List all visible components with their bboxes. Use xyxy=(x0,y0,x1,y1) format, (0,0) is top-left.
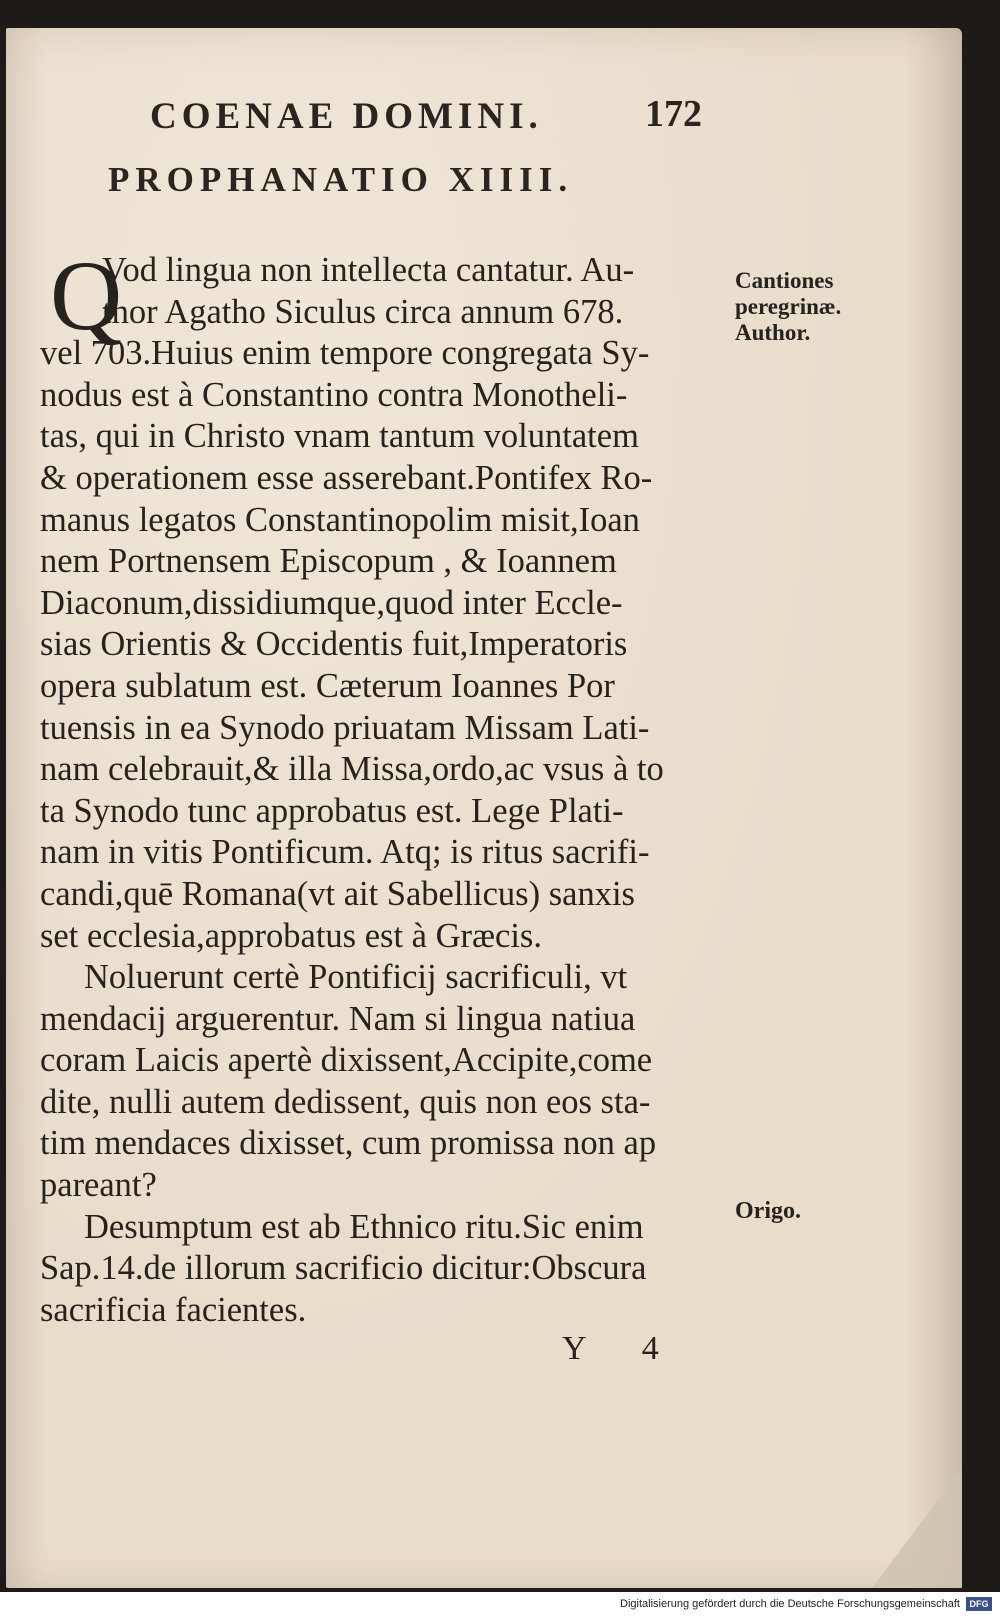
funding-credit: Digitalisierung gefördert durch die Deutsche Forschungsgemeinschaft xyxy=(620,1598,960,1610)
text-line: nam celebrauit,& illa Missa,ordo,ac vsus à to xyxy=(40,750,664,789)
text-line: Sap.14.de illorum sacrificio dicitur:Obscura xyxy=(40,1249,647,1288)
text-line: Vod lingua non intellecta cantatur. Au- xyxy=(102,251,635,289)
margin-note-cantiones xyxy=(735,268,841,346)
text-line: pareant? xyxy=(40,1166,157,1205)
text-line: nodus est à Constantino contra Monotheli- xyxy=(40,375,628,414)
margin-note-line: Author. xyxy=(735,320,811,345)
main-text xyxy=(40,240,730,1331)
text-line: candi,quē Romana(vt ait Sabellicus) sanxis xyxy=(40,874,635,913)
text-line: nem Portnensem Episcopum , & Ioannem xyxy=(40,542,617,581)
signature-mark: Y 4 xyxy=(562,1330,683,1367)
chapter-heading: PROPHANATIO XIIII. xyxy=(108,160,574,199)
drop-cap: Q xyxy=(50,240,123,351)
margin-note-line: Cantiones xyxy=(735,268,834,293)
text-line: Desumptum est ab Ethnico ritu.Sic enim xyxy=(84,1207,644,1246)
text-line: vel 703.Huius enim tempore congregata Sy- xyxy=(40,334,650,373)
page-number: 172 xyxy=(645,93,702,135)
text-line: tas, qui in Christo vnam tantum voluntatem xyxy=(40,417,639,456)
text-line: dite, nulli autem dedissent, quis non eos sta- xyxy=(40,1082,651,1121)
text-line: tuensis in ea Synodo priuatam Missam Lati- xyxy=(40,708,650,747)
text-line: thor Agatho Siculus circa annum 678. xyxy=(102,292,624,331)
text-line: sacrificia facientes. xyxy=(40,1290,307,1329)
margin-note-origo: Origo. xyxy=(735,1198,801,1224)
text-line: & operationem esse asserebant.Pontifex Ro- xyxy=(40,458,653,497)
running-title: COENAE DOMINI. xyxy=(150,96,543,137)
text-line: mendacij arguerentur. Nam si lingua natiua xyxy=(40,999,636,1038)
text-line: opera sublatum est. Cæterum Ioannes Por xyxy=(40,666,615,705)
text-line: ta Synodo tunc approbatus est. Lege Plati- xyxy=(40,791,624,830)
margin-note-line: peregrinæ. xyxy=(735,294,842,319)
text-line: coram Laicis apertè dixissent,Accipite,come xyxy=(40,1041,653,1080)
text-line: nam in vitis Pontificum. Atq; is ritus sacrifi- xyxy=(40,833,650,872)
text-line: manus legatos Constantinopolim misit,Ioan xyxy=(40,500,640,539)
text-line: set ecclesia,approbatus est à Græcis. xyxy=(40,916,542,955)
text-line: tim mendaces dixisset, cum promissa non ap xyxy=(40,1124,657,1163)
text-line: Noluerunt certè Pontificij sacrificuli, vt xyxy=(84,958,628,997)
page-corner-fold xyxy=(872,1468,962,1588)
text-line: Diaconum,dissidiumque,quod inter Eccle- xyxy=(40,583,623,622)
text-line: sias Orientis & Occidentis fuit,Imperatoris xyxy=(40,625,628,664)
dfg-logo: DFG xyxy=(966,1597,992,1611)
